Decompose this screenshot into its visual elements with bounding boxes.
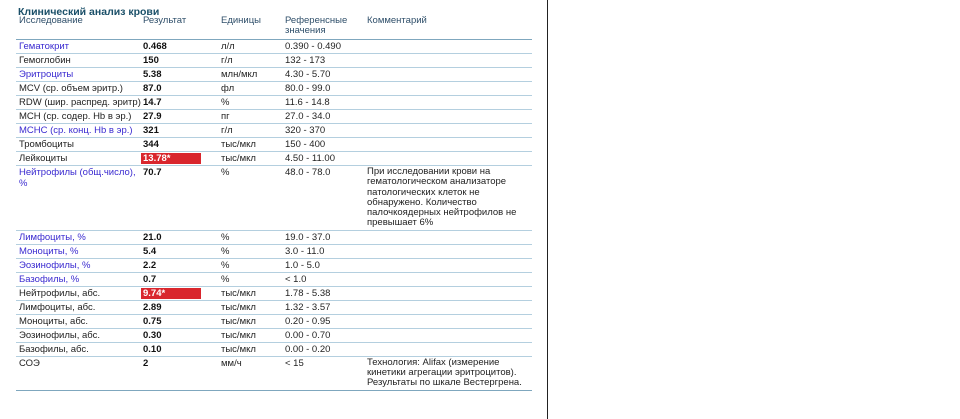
test-units: мм/ч — [218, 356, 282, 390]
flagged-result-value: 9.74* — [141, 288, 201, 299]
test-name-link[interactable]: Эритроциты — [16, 68, 140, 82]
test-reference: 1.32 - 3.57 — [282, 300, 364, 314]
test-name-link[interactable]: Моноциты, % — [16, 244, 140, 258]
test-comment: При исследовании крови на гематологическом анализаторе патологических клеток не обнаружено. Количество палочкоядерных нейтрофилов не превышает 6% — [364, 166, 532, 231]
header-test: Исследование — [16, 16, 140, 40]
header-reference: Референсные значения — [282, 16, 364, 40]
test-reference: 3.0 - 11.0 — [282, 244, 364, 258]
test-units: тыс/мкл — [218, 138, 282, 152]
test-units: % — [218, 258, 282, 272]
test-comment — [364, 328, 532, 342]
result-value: 5.38 — [143, 69, 162, 80]
test-result — [140, 96, 218, 110]
table-row — [16, 152, 532, 166]
test-result — [140, 166, 218, 231]
test-result — [140, 54, 218, 68]
test-units: фл — [218, 82, 282, 96]
test-name: СОЭ — [16, 356, 140, 390]
result-value: 21.0 — [143, 231, 162, 243]
test-name-link[interactable]: Лимфоциты, % — [16, 230, 140, 244]
test-comment — [364, 124, 532, 138]
table-row — [16, 110, 532, 124]
test-comment: Технология: Alifax (измерение кинетики агрегации эритроцитов). Результаты по шкале Вестергрена. — [364, 356, 532, 390]
test-units: % — [218, 272, 282, 286]
result-value: 321 — [143, 125, 159, 136]
test-units: тыс/мкл — [218, 152, 282, 166]
test-name-link[interactable]: Базофилы, % — [16, 272, 140, 286]
table-row — [16, 314, 532, 328]
test-result — [140, 244, 218, 258]
report-title: Клинический анализ крови — [18, 6, 160, 18]
test-units: пг — [218, 110, 282, 124]
test-units: тыс/мкл — [218, 328, 282, 342]
test-name-link[interactable]: Эозинофилы, % — [16, 258, 140, 272]
table-header-row — [16, 16, 532, 40]
test-reference: 4.50 - 11.00 — [282, 152, 364, 166]
test-result — [140, 124, 218, 138]
table-row — [16, 124, 532, 138]
test-name: Эозинофилы, абс. — [16, 328, 140, 342]
test-reference: 80.0 - 99.0 — [282, 82, 364, 96]
test-name-link[interactable]: MCHC (ср. конц. Hb в эр.) — [16, 124, 140, 138]
table-row — [16, 54, 532, 68]
test-result — [140, 300, 218, 314]
test-reference: 0.00 - 0.20 — [282, 342, 364, 356]
test-reference: 4.30 - 5.70 — [282, 68, 364, 82]
test-units: л/л — [218, 40, 282, 54]
test-name: Моноциты, абс. — [16, 314, 140, 328]
test-name-link[interactable]: Гематокрит — [16, 40, 140, 54]
test-comment — [364, 272, 532, 286]
test-comment — [364, 244, 532, 258]
test-reference: 11.6 - 14.8 — [282, 96, 364, 110]
test-reference: 132 - 173 — [282, 54, 364, 68]
test-name-link[interactable]: Нейтрофилы (общ.число), % — [16, 166, 140, 231]
table-row — [16, 286, 532, 300]
flagged-result-value: 13.78* — [141, 153, 201, 164]
table-row — [16, 82, 532, 96]
table-row — [16, 166, 532, 231]
test-comment — [364, 110, 532, 124]
test-units: г/л — [218, 54, 282, 68]
test-name: MCV (ср. объем эритр.) — [16, 82, 140, 96]
result-value: 0.75 — [143, 315, 162, 327]
test-comment — [364, 314, 532, 328]
test-reference: < 1.0 — [282, 272, 364, 286]
test-result — [140, 328, 218, 342]
table-row — [16, 342, 532, 356]
blood-test-table — [16, 16, 532, 391]
table-row — [16, 68, 532, 82]
test-result — [140, 314, 218, 328]
test-comment — [364, 286, 532, 300]
test-comment — [364, 40, 532, 54]
test-comment — [364, 138, 532, 152]
test-units: % — [218, 230, 282, 244]
test-result — [140, 40, 218, 54]
test-units: тыс/мкл — [218, 342, 282, 356]
table-row — [16, 138, 532, 152]
test-comment — [364, 54, 532, 68]
test-name: Лейкоциты — [16, 152, 140, 166]
table-row — [16, 258, 532, 272]
test-reference: 320 - 370 — [282, 124, 364, 138]
test-units: % — [218, 166, 282, 231]
test-comment — [364, 68, 532, 82]
result-value: 2 — [143, 357, 149, 369]
test-reference: 0.390 - 0.490 — [282, 40, 364, 54]
result-value: 150 — [143, 55, 159, 66]
test-result-flagged — [140, 152, 218, 166]
result-value: 87.0 — [143, 83, 162, 94]
table-row — [16, 244, 532, 258]
test-comment — [364, 230, 532, 244]
test-comment — [364, 96, 532, 110]
test-reference: 0.20 - 0.95 — [282, 314, 364, 328]
result-value: 70.7 — [143, 167, 162, 178]
test-comment — [364, 258, 532, 272]
header-result: Результат — [140, 16, 218, 40]
test-units: % — [218, 96, 282, 110]
test-reference: 27.0 - 34.0 — [282, 110, 364, 124]
result-value: 27.9 — [143, 111, 162, 122]
test-units: тыс/мкл — [218, 286, 282, 300]
result-value: 0.7 — [143, 273, 157, 285]
test-name: RDW (шир. распред. эритр) — [16, 96, 140, 110]
test-name: Базофилы, абс. — [16, 342, 140, 356]
header-units: Единицы — [218, 16, 282, 40]
result-value: 0.30 — [143, 329, 162, 341]
test-comment — [364, 152, 532, 166]
test-result — [140, 272, 218, 286]
table-row — [16, 272, 532, 286]
test-comment — [364, 342, 532, 356]
table-row — [16, 328, 532, 342]
result-value: 14.7 — [143, 97, 162, 108]
result-value: 5.4 — [143, 245, 157, 257]
table-row — [16, 300, 532, 314]
result-value: 0.468 — [143, 41, 167, 52]
test-name: MCH (ср. содер. Hb в эр.) — [16, 110, 140, 124]
test-result — [140, 82, 218, 96]
test-result — [140, 230, 218, 244]
result-value: 0.10 — [143, 343, 162, 355]
test-result — [140, 342, 218, 356]
table-row — [16, 230, 532, 244]
test-reference: 1.78 - 5.38 — [282, 286, 364, 300]
test-reference: < 15 — [282, 356, 364, 390]
table-row — [16, 356, 532, 390]
test-reference: 0.00 - 0.70 — [282, 328, 364, 342]
test-units: тыс/мкл — [218, 314, 282, 328]
test-reference: 48.0 - 78.0 — [282, 166, 364, 231]
test-units: % — [218, 244, 282, 258]
test-result — [140, 110, 218, 124]
test-units: тыс/мкл — [218, 300, 282, 314]
test-units: млн/мкл — [218, 68, 282, 82]
result-value: 344 — [143, 139, 159, 150]
table-row — [16, 40, 532, 54]
test-result — [140, 356, 218, 390]
test-result — [140, 258, 218, 272]
result-value: 2.89 — [143, 301, 162, 313]
test-units: г/л — [218, 124, 282, 138]
table-row — [16, 96, 532, 110]
test-name: Гемоглобин — [16, 54, 140, 68]
test-reference: 150 - 400 — [282, 138, 364, 152]
test-comment — [364, 300, 532, 314]
header-comment: Комментарий — [364, 16, 532, 40]
test-name: Нейтрофилы, абс. — [16, 286, 140, 300]
test-comment — [364, 82, 532, 96]
vertical-divider-line — [547, 0, 548, 419]
result-value: 2.2 — [143, 259, 157, 271]
test-name: Тромбоциты — [16, 138, 140, 152]
test-reference: 1.0 - 5.0 — [282, 258, 364, 272]
test-name: Лимфоциты, абс. — [16, 300, 140, 314]
test-result — [140, 138, 218, 152]
test-reference: 19.0 - 37.0 — [282, 230, 364, 244]
test-result-flagged — [140, 286, 218, 300]
test-result — [140, 68, 218, 82]
